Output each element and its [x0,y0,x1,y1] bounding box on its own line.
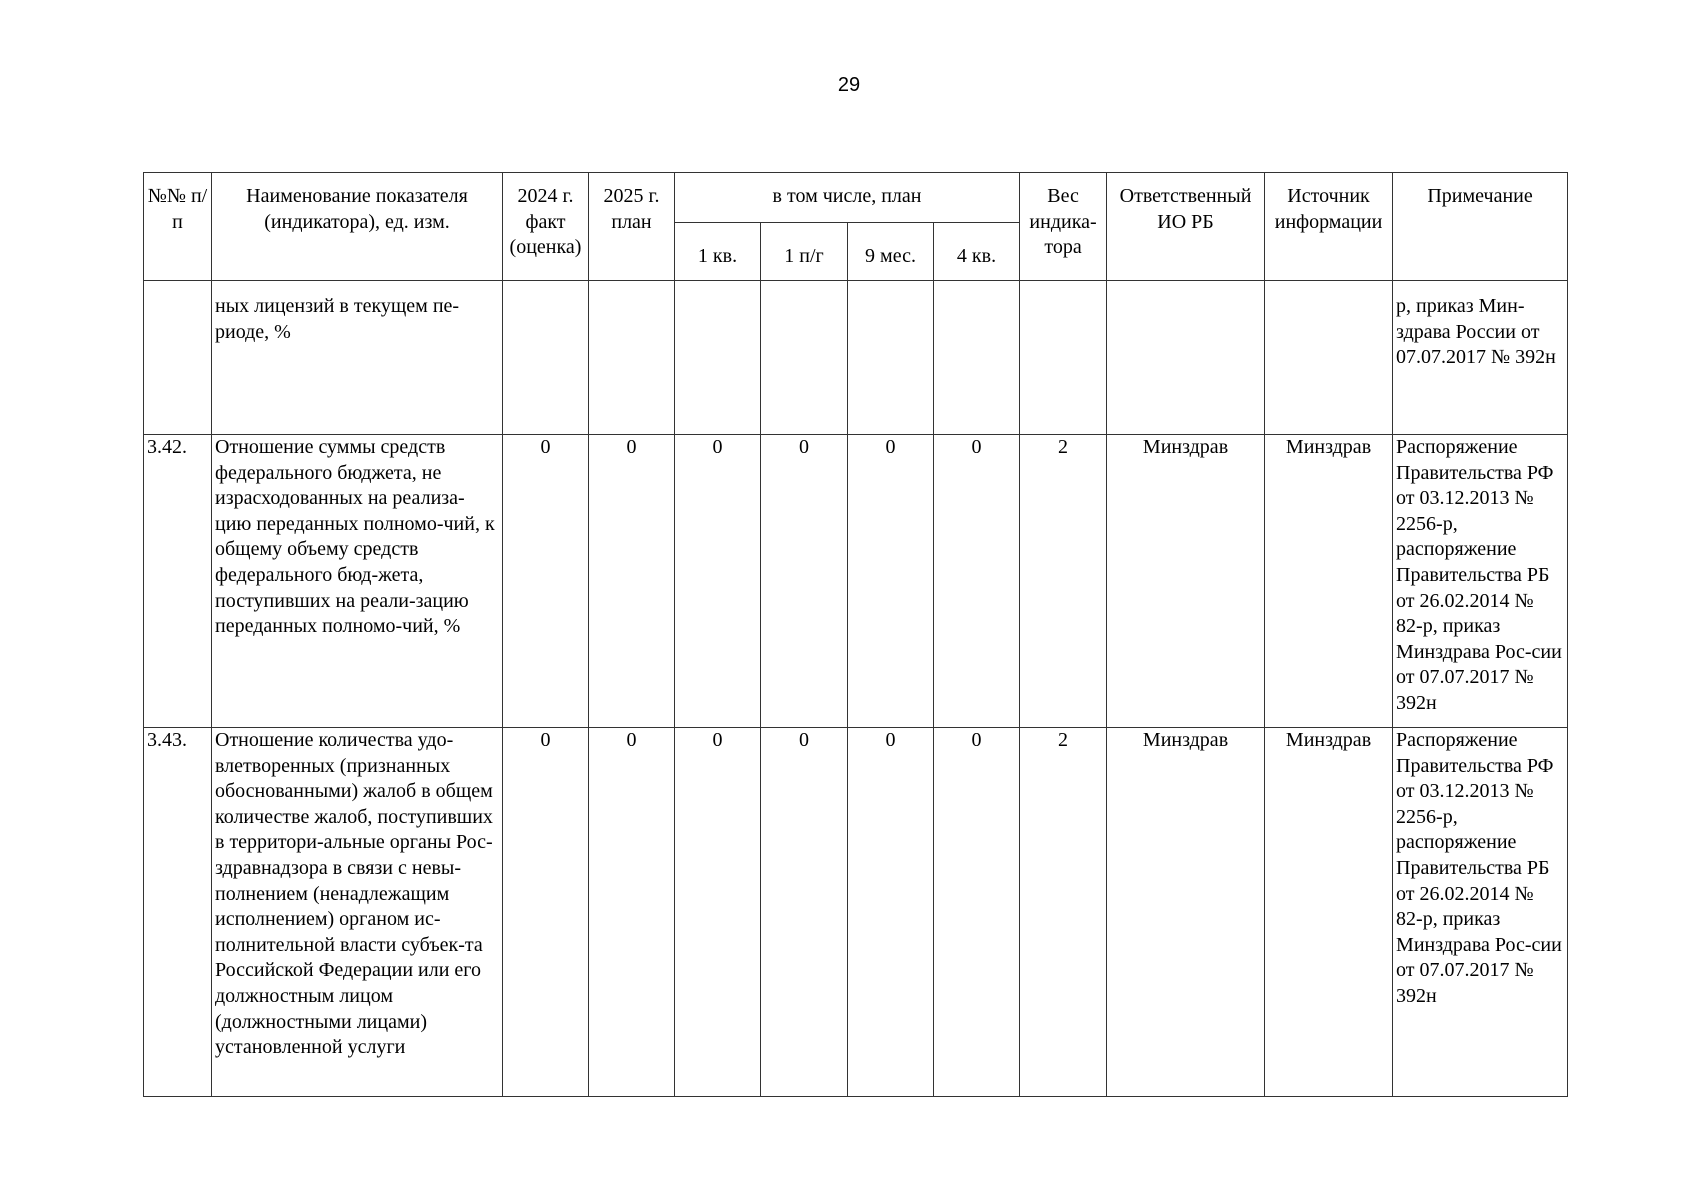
header-source: Источник информации [1265,173,1393,281]
cell-q4: 0 [934,435,1020,728]
page-number: 29 [837,74,861,96]
cell-2024: 0 [503,728,589,1097]
indicators-table [143,172,1568,1097]
header-h1: 1 п/г [761,223,848,281]
header-num: №№ п/п [144,173,212,281]
cell-2025: 0 [589,435,675,728]
cell-q1 [675,281,761,435]
header-q4: 4 кв. [934,223,1020,281]
table-row [144,435,1568,728]
cell-name: ных лицензий в текущем пе-риоде, % [212,281,503,435]
header-note: Примечание [1393,173,1568,281]
cell-q1: 0 [675,728,761,1097]
cell-name: Отношение количества удо-влетворенных (признанных обоснованными) жалоб в общем количестве жалоб, поступивших в территори-альные органы Рос-здравнадзора в связи с невы-полнением (ненадлежащим исполнением) органом ис-полнительной власти субъек-та Российской Федерации или его должностным лицом (должностными лицами) установленной услуги [212,728,503,1097]
cell-source [1265,281,1393,435]
cell-weight: 2 [1020,435,1107,728]
table-row [144,281,1568,435]
cell-source: Минздрав [1265,728,1393,1097]
table-row [144,728,1568,1097]
header-2025: 2025 г. план [589,173,675,281]
header-q1: 1 кв. [675,223,761,281]
cell-num: 3.42. [144,435,212,728]
header-2024: 2024 г. факт (оценка) [503,173,589,281]
header-plan-group: в том числе, план [675,173,1020,223]
cell-9m: 0 [848,435,934,728]
cell-h1 [761,281,848,435]
header-9m: 9 мес. [848,223,934,281]
header-weight: Вес индика-тора [1020,173,1107,281]
cell-num [144,281,212,435]
header-name: Наименование показателя (индикатора), ед. изм. [212,173,503,281]
cell-2025 [589,281,675,435]
cell-2024 [503,281,589,435]
cell-note: р, приказ Мин-здрава России от 07.07.2017 № 392н [1393,281,1568,435]
cell-num: 3.43. [144,728,212,1097]
cell-weight: 2 [1020,728,1107,1097]
cell-responsible: Минздрав [1107,435,1265,728]
cell-note: Распоряжение Правительства РФ от 03.12.2013 № 2256-р, распоряжение Правительства РБ от 26.02.2014 № 82-р, приказ Минздрава Рос-сии от 07.07.2017 № 392н [1393,728,1568,1097]
cell-source: Минздрав [1265,435,1393,728]
cell-2025: 0 [589,728,675,1097]
cell-9m: 0 [848,728,934,1097]
cell-weight [1020,281,1107,435]
cell-2024: 0 [503,435,589,728]
cell-note: Распоряжение Правительства РФ от 03.12.2013 № 2256-р, распоряжение Правительства РБ от 26.02.2014 № 82-р, приказ Минздрава Рос-сии от 07.07.2017 № 392н [1393,435,1568,728]
cell-name: Отношение суммы средств федерального бюджета, не израсходованных на реализа-цию переданных полномо-чий, к общему объему средств федерального бюд-жета, поступивших на реали-зацию переданных полномо-чий, % [212,435,503,728]
cell-responsible [1107,281,1265,435]
cell-q4: 0 [934,728,1020,1097]
cell-9m [848,281,934,435]
cell-h1: 0 [761,435,848,728]
cell-q4 [934,281,1020,435]
cell-h1: 0 [761,728,848,1097]
header-responsible: Ответственный ИО РБ [1107,173,1265,281]
cell-q1: 0 [675,435,761,728]
table-header [144,173,1568,281]
cell-responsible: Минздрав [1107,728,1265,1097]
